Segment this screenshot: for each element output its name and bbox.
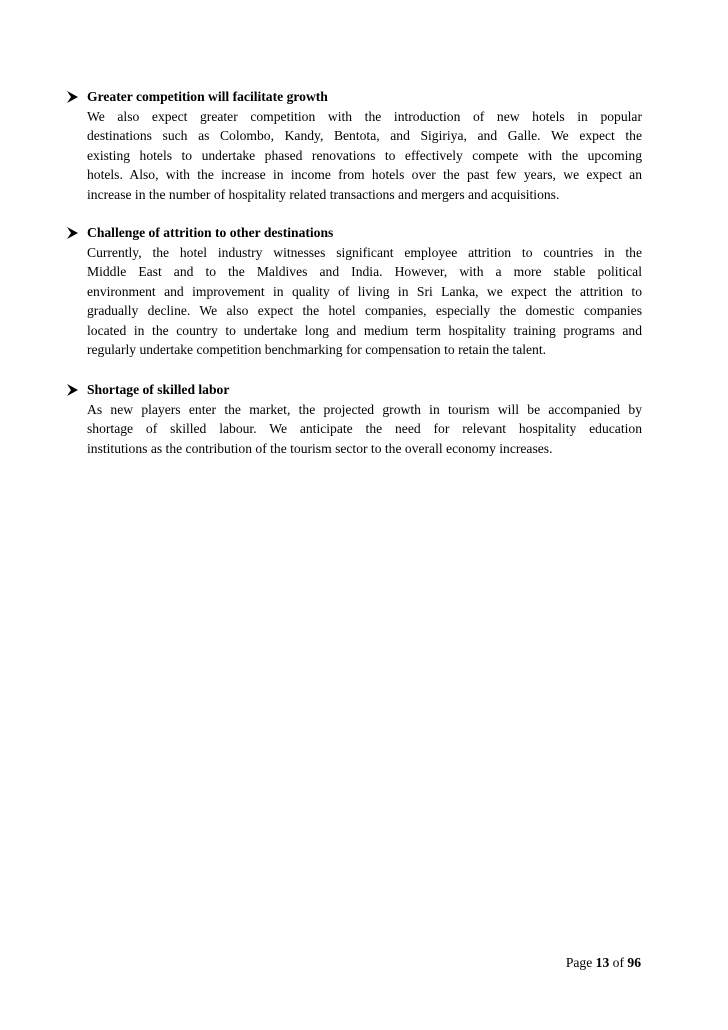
section-heading: Greater competition will facilitate growth — [87, 89, 328, 104]
paragraph-line: hotels. Also, with the increase in income from hotels over the past few years, we expect an — [87, 167, 642, 183]
arrow-bullet-icon — [66, 224, 80, 242]
section-paragraph — [87, 243, 642, 359]
paragraph-line: environment and improvement in quality of living in Sri Lanka, we expect the attrition to — [87, 283, 642, 299]
of-label: of — [612, 955, 624, 970]
page-number-footer — [566, 954, 641, 972]
paragraph-line: institutions as the contribution of the tourism sector to the overall economy increases. — [87, 440, 553, 456]
paragraph-line: increase in the number of hospitality related transactions and mergers and acquisitions. — [87, 186, 560, 202]
current-page-number: 13 — [595, 955, 610, 970]
arrow-bullet-icon — [66, 88, 80, 106]
arrow-bullet-icon — [66, 381, 80, 399]
paragraph-line: located in the country to undertake long and medium term hospitality training programs and — [87, 322, 642, 338]
paragraph-line: regularly undertake competition benchmarking for compensation to retain the talent. — [87, 342, 547, 358]
total-page-count: 96 — [627, 955, 641, 970]
section-heading: Challenge of attrition to other destinations — [87, 225, 334, 240]
paragraph-line: Middle East and to the Maldives and India. However, with a more stable political — [87, 264, 642, 280]
page-label: Page — [565, 955, 593, 970]
paragraph-line: existing hotels to undertake phased renovations to effectively compete with the upcoming — [87, 147, 642, 163]
paragraph-line: shortage of skilled labour. We anticipate the need for relevant hospitality education — [87, 421, 642, 437]
section-paragraph — [87, 107, 642, 204]
paragraph-line: As new players enter the market, the projected growth in tourism will be accompanied by — [87, 402, 642, 417]
paragraph-line: gradually decline. We also expect the hotel companies, especially the domestic companies — [87, 303, 642, 319]
paragraph-line: Currently, the hotel industry witnesses significant employee attrition to countries in the — [87, 245, 642, 260]
paragraph-line: We also expect greater competition with the introduction of new hotels in popular — [87, 109, 642, 124]
section-heading: Shortage of skilled labor — [87, 382, 230, 397]
paragraph-line: destinations such as Colombo, Kandy, Bentota, and Sigiriya, and Galle. We expect the — [87, 128, 642, 144]
section-paragraph — [87, 400, 642, 458]
